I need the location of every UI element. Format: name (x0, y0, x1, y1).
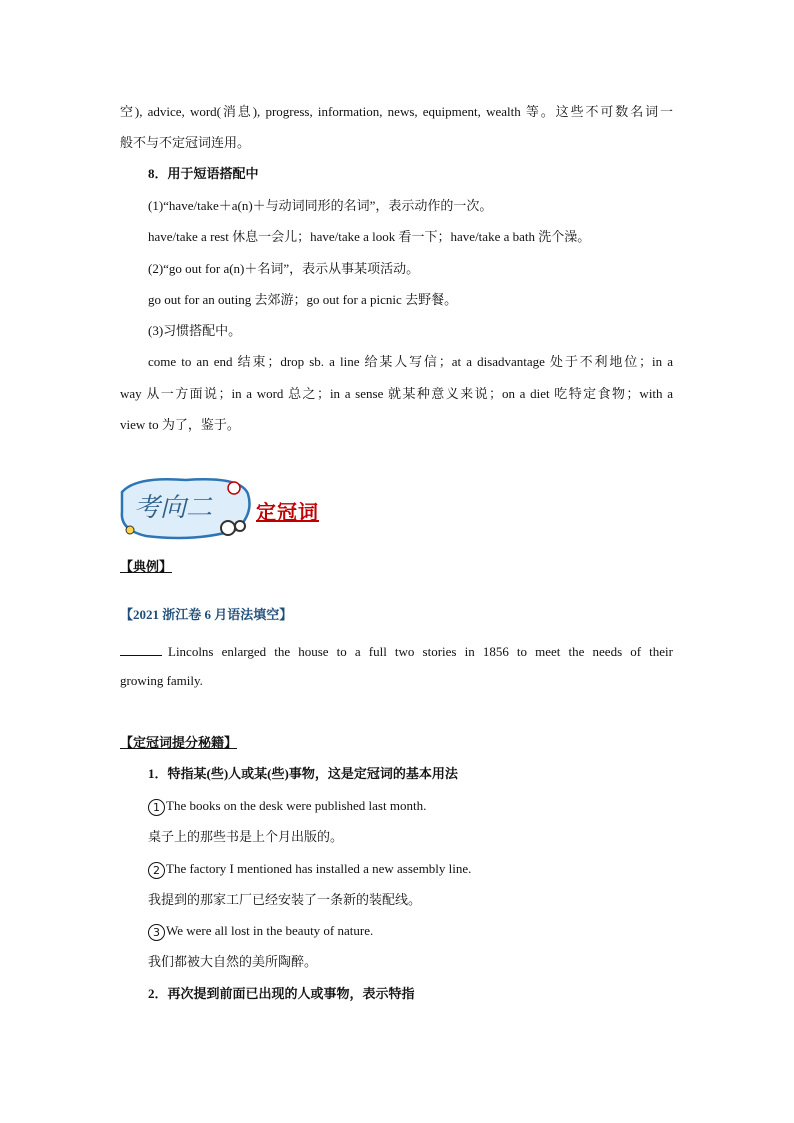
text-line-4: (1)“have/take＋a(n)＋与动词同形的名词”，表示动作的一次。 (148, 198, 493, 213)
text-line-10: way 从一方面说；in a word 总之；in a sense 就某种意义来说；on a diet 吃特定食物；with a (120, 386, 673, 401)
text-line-7: go out for an outing 去郊游；go out for a picnic 去野餐。 (148, 292, 458, 307)
text-line-8: (3)习惯搭配中。 (148, 323, 242, 338)
example-2-en: 2 The factory I mentioned has installed a new assembly line. (148, 860, 471, 879)
circled-number-icon: 1 (148, 799, 165, 816)
badge-title: 定冠词 (256, 500, 319, 524)
section-heading-phrases: 8．用于短语搭配中 (148, 166, 259, 181)
text-line-5: have/take a rest 休息一会儿；have/take a look 看一下；have/take a bath 洗个澡。 (148, 229, 591, 244)
circled-number-icon: 3 (148, 924, 165, 941)
section-badge-icon (116, 474, 256, 544)
text-line-9: come to an end 结束；drop sb. a line 给某人写信；at a disadvantage 处于不利地位；in a (148, 354, 673, 369)
example-3-cn: 我们都被大自然的美所陶醉。 (148, 954, 318, 969)
example-3-en: 3 We were all lost in the beauty of nature. (148, 922, 373, 941)
answer-blank[interactable] (120, 641, 162, 656)
text-line-6: (2)“go out for a(n)＋名词”，表示从事某项活动。 (148, 261, 420, 276)
rule-1: 1．特指某(些)人或某(些)事物，这是定冠词的基本用法 (148, 766, 458, 781)
example-1-en: 1 The books on the desk were published last month. (148, 797, 426, 816)
tips-heading: 【定冠词提分秘籍】 (120, 735, 238, 750)
example-source: 【2021 浙江卷 6 月语法填空】 (120, 607, 293, 622)
example-sentence-line-1 (120, 641, 673, 661)
example-2-cn: 我提到的那家工厂已经安装了一条新的装配线。 (148, 892, 422, 907)
circled-number-icon: 2 (148, 862, 165, 879)
text-line-11: view to 为了，鉴于。 (120, 417, 240, 432)
example-sentence-text: Lincolns enlarged the house to a full two stories in 1856 to meet the needs of their (168, 644, 673, 659)
badge-label: 考向二 (134, 493, 213, 523)
example-sentence-line-2: growing family. (120, 673, 203, 688)
text-line-2: 般不与不定冠词连用。 (120, 135, 251, 150)
text-line-1: 空), advice, word(消息), progress, information, news, equipment, wealth 等。这些不可数名词一 (120, 104, 673, 119)
example-1-cn: 桌子上的那些书是上个月出版的。 (148, 829, 344, 844)
rule-2: 2．再次提到前面已出现的人或事物，表示特指 (148, 986, 415, 1001)
example-heading: 【典例】 (120, 559, 173, 574)
